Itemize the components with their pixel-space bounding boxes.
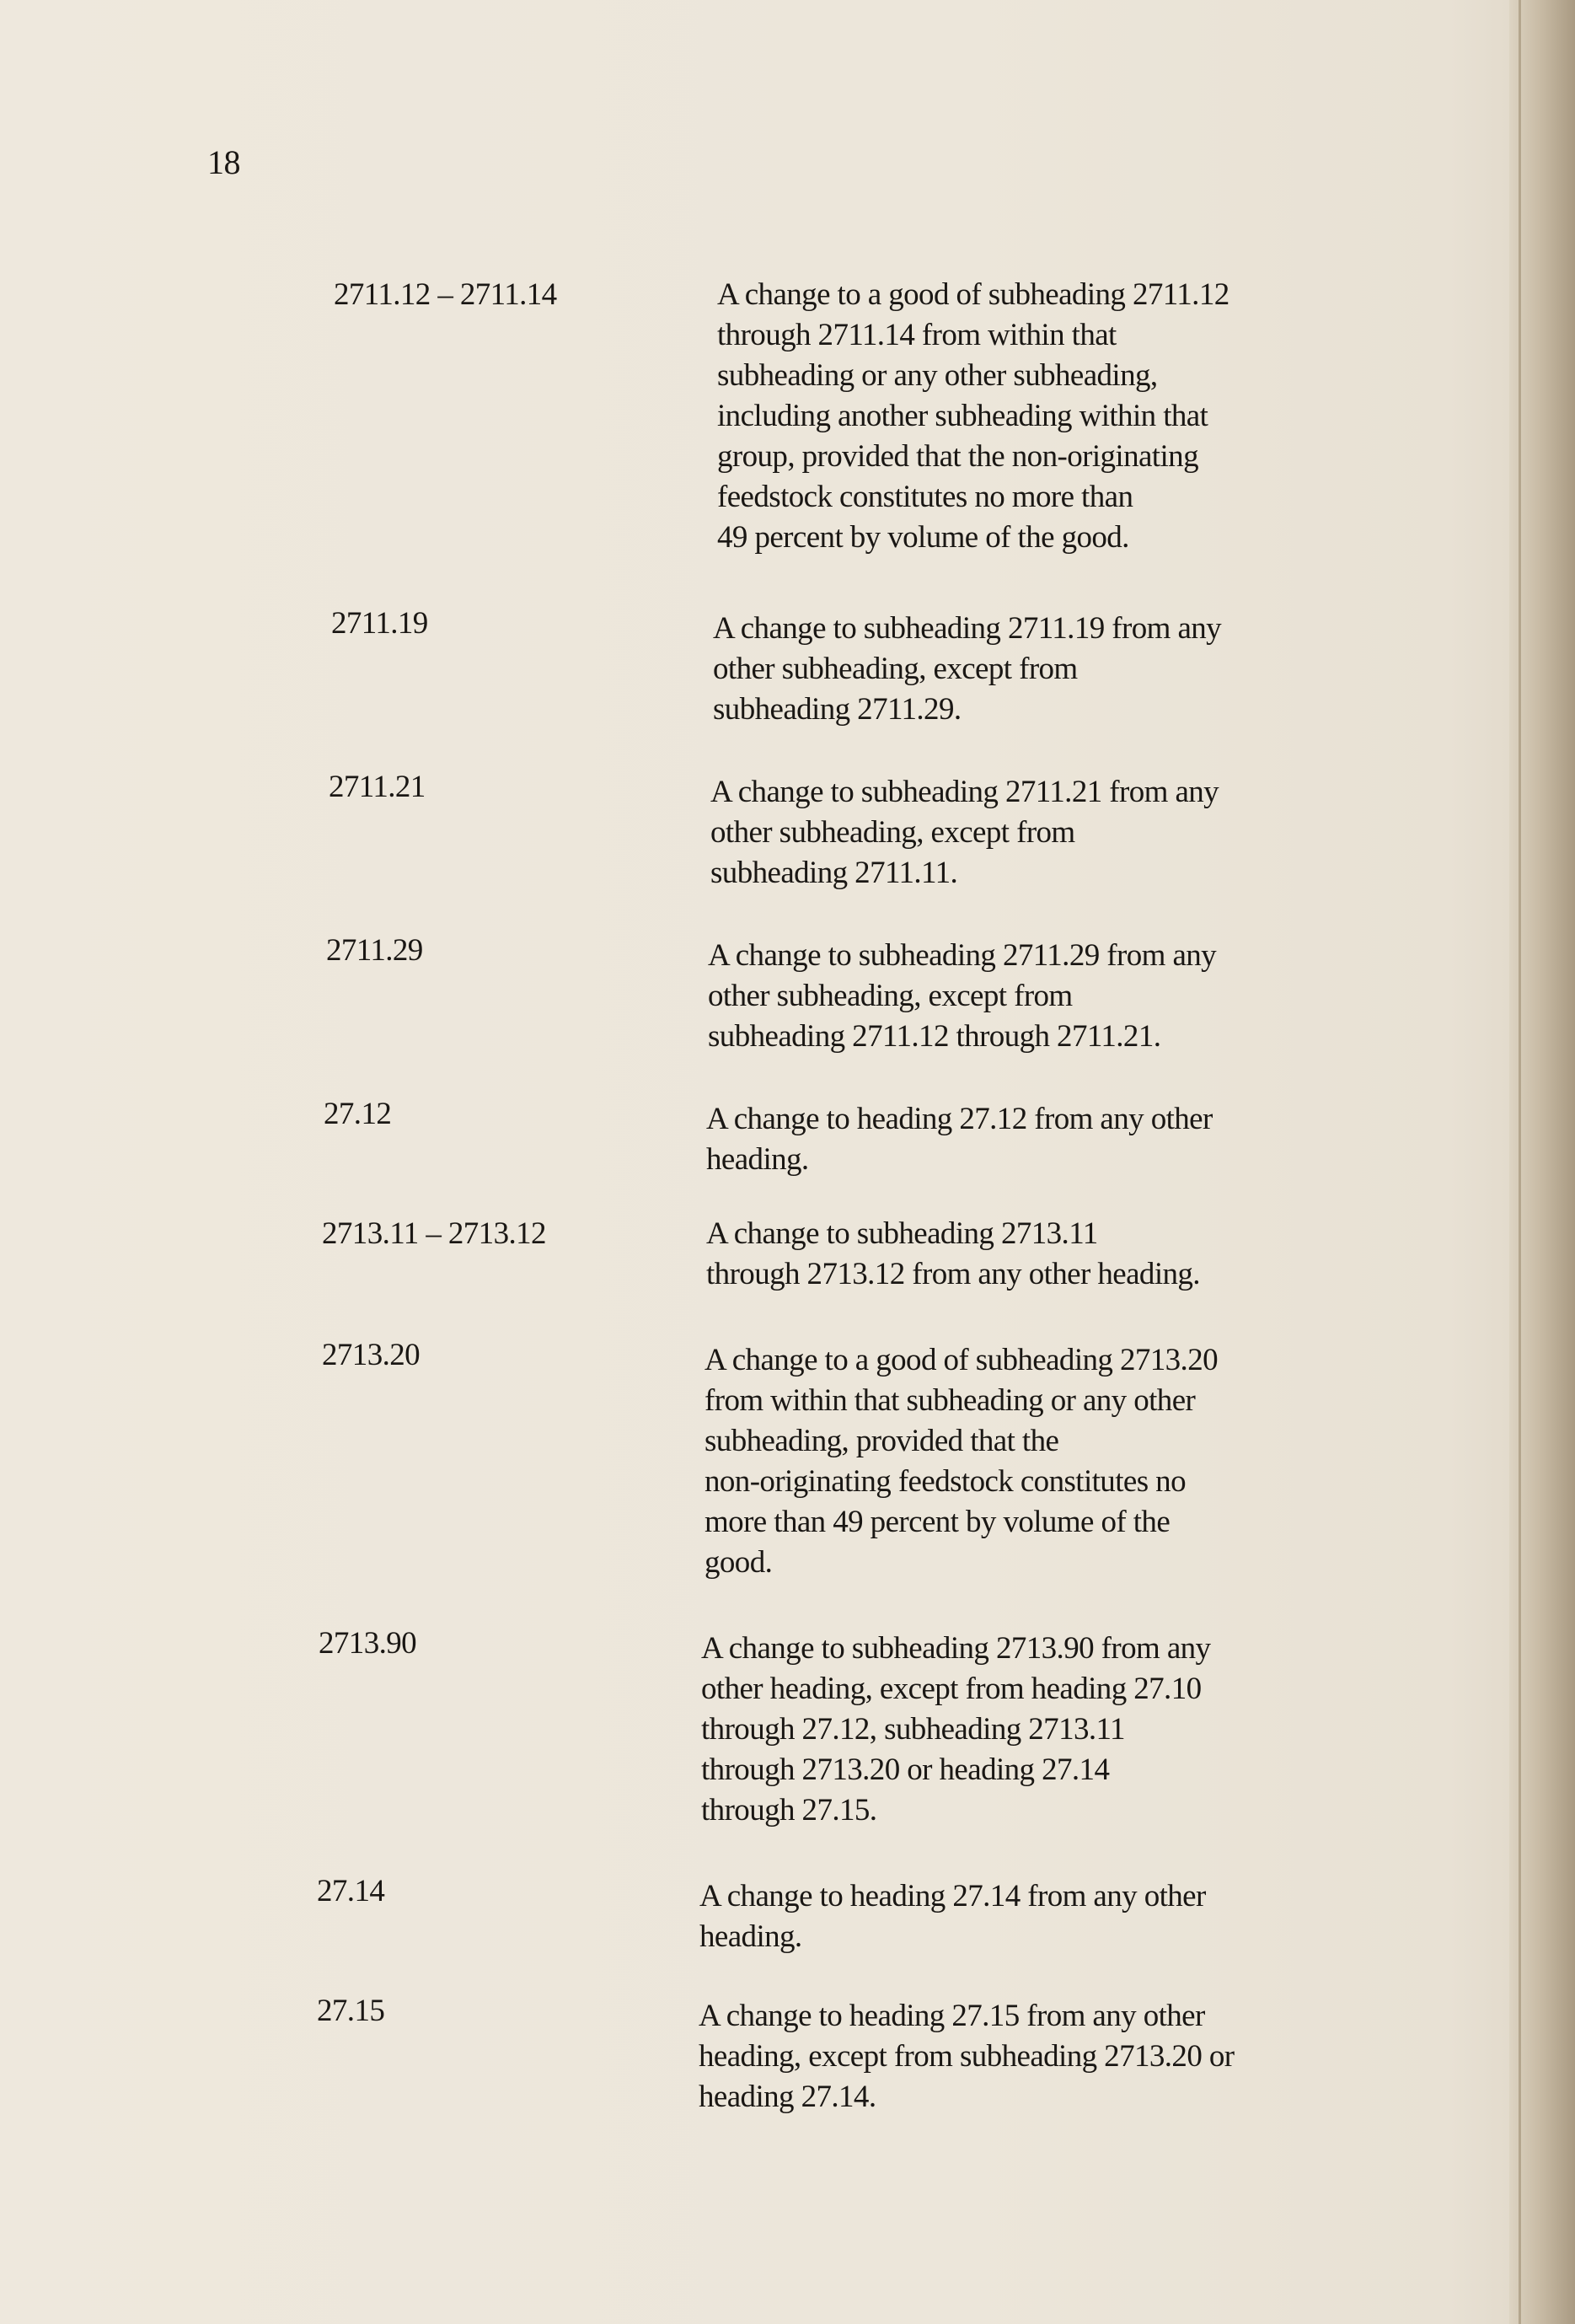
rule-line: heading, except from subheading 2713.20 or (699, 2039, 1235, 2074)
rule-line: non-originating feedstock constitutes no (704, 1464, 1186, 1499)
rule-line: group, provided that the non-originating (717, 439, 1198, 474)
rule-description (701, 1629, 1210, 1831)
rule-code: 2713.11 – 2713.12 (322, 1216, 546, 1251)
rule-line: heading. (699, 1919, 802, 1954)
rule-line: subheading, provided that the (704, 1424, 1059, 1458)
rule-line: other subheading, except from (710, 815, 1075, 850)
rule-line: through 2711.14 from within that (717, 318, 1117, 352)
rule-line: subheading or any other subheading, (717, 358, 1158, 393)
page-number: 18 (207, 143, 240, 181)
rule-description (706, 1214, 1200, 1295)
rule-line: through 2713.12 from any other heading. (706, 1257, 1200, 1291)
rule-line: heading 27.14. (699, 2080, 876, 2114)
rule-code: 2711.21 (329, 770, 426, 804)
rule-code: 2711.19 (331, 606, 428, 641)
rule-line: subheading 2711.29. (713, 692, 962, 727)
rule-line: A change to subheading 2711.29 from any (708, 938, 1217, 973)
rule-line: A change to a good of subheading 2713.20 (704, 1343, 1218, 1377)
rule-code: 2713.90 (319, 1626, 417, 1661)
rule-description (699, 1876, 1206, 1957)
rule-line: 49 percent by volume of the good. (717, 520, 1129, 555)
rule-code: 27.12 (324, 1097, 392, 1131)
rule-line: from within that subheading or any other (704, 1383, 1196, 1418)
rule-line: subheading 2711.12 through 2711.21. (708, 1019, 1161, 1054)
rule-line: A change to a good of subheading 2711.12 (717, 277, 1229, 312)
rule-line: A change to heading 27.14 from any other (699, 1879, 1206, 1913)
rule-code: 27.14 (317, 1874, 385, 1908)
rule-line: through 2713.20 or heading 27.14 (701, 1752, 1110, 1787)
rule-line: A change to subheading 2713.11 (706, 1216, 1098, 1251)
rule-line: A change to subheading 2711.19 from any (713, 611, 1222, 646)
rule-line: good. (704, 1545, 773, 1580)
rule-description (713, 609, 1221, 730)
rule-line: A change to subheading 2711.21 from any (710, 775, 1219, 809)
rule-line: feedstock constitutes no more than (717, 480, 1133, 514)
book-gutter-line (1519, 0, 1521, 2324)
rule-description (706, 1099, 1213, 1180)
rule-line: including another subheading within that (717, 399, 1208, 433)
rule-line: through 27.15. (701, 1793, 877, 1828)
rule-code: 27.15 (317, 1994, 385, 2028)
rule-line: other subheading, except from (708, 979, 1073, 1013)
rule-code: 2711.29 (326, 933, 423, 968)
rule-code: 2713.20 (322, 1338, 421, 1372)
rule-line: through 27.12, subheading 2713.11 (701, 1712, 1125, 1747)
rule-line: A change to subheading 2713.90 from any (701, 1631, 1211, 1666)
rule-line: other subheading, except from (713, 652, 1078, 686)
rule-description (704, 1340, 1218, 1583)
rule-line: subheading 2711.11. (710, 856, 958, 890)
rule-description (717, 275, 1229, 558)
rule-line: A change to heading 27.12 from any other (706, 1102, 1213, 1136)
rule-line: more than 49 percent by volume of the (704, 1505, 1171, 1539)
rule-line: other heading, except from heading 27.10 (701, 1672, 1202, 1706)
rule-description (708, 936, 1216, 1057)
rule-code: 2711.12 – 2711.14 (334, 277, 557, 312)
rule-line: A change to heading 27.15 from any other (699, 1999, 1205, 2033)
rule-line: heading. (706, 1142, 809, 1177)
rule-description (710, 772, 1219, 894)
rule-description (699, 1996, 1235, 2117)
